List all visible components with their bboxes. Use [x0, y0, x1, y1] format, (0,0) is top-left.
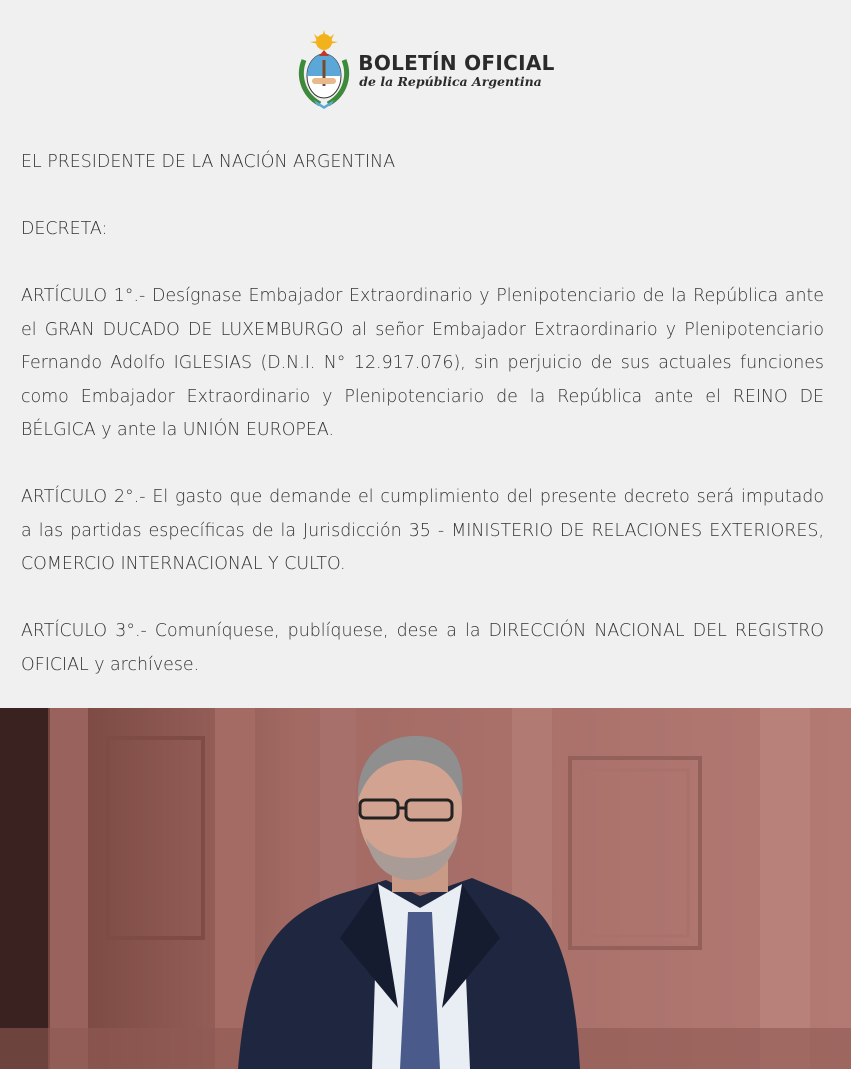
brand-title: BOLETÍN OFICIAL	[358, 51, 555, 75]
photo-illustration	[0, 708, 851, 1069]
boletin-oficial-logo[interactable]	[296, 30, 554, 112]
article-3: ARTÍCULO 3°.- Comuníquese, publíquese, dese a la DIRECCIÓN NACIONAL DEL REGISTRO OFICIAL y archívese.	[21, 621, 824, 675]
decree-label: DECRETA:	[21, 219, 108, 239]
header	[0, 28, 851, 114]
man-in-suit-photo	[0, 708, 851, 1069]
brand-subtitle: de la República Argentina	[359, 74, 542, 89]
argentina-coat-of-arms-icon	[296, 30, 352, 112]
decree-heading: EL PRESIDENTE DE LA NACIÓN ARGENTINA	[21, 152, 396, 172]
decree-body	[21, 146, 824, 682]
article-2: ARTÍCULO 2°.- El gasto que demande el cumplimiento del presente decreto será imputado a las partidas específicas de la Jurisdicción 35 - MINISTERIO DE RELACIONES EXTERIORES, COMERCIO INTERNACIONAL Y CULTO.	[21, 487, 824, 574]
article-1: ARTÍCULO 1°.- Desígnase Embajador Extraordinario y Plenipotenciario de la República ante el GRAN DUCADO DE LUXEMBURGO al señor Embajador Extraordinario y Plenipotenciario Fernando Adolfo IGLESIAS (D.N.I. N° 12.917.076), sin perjuicio de sus actuales funciones como Embajador Extraordinario y Plenipotenciario de la República ante el REINO DE BÉLGICA y ante la UNIÓN EUROPEA.	[21, 286, 824, 440]
